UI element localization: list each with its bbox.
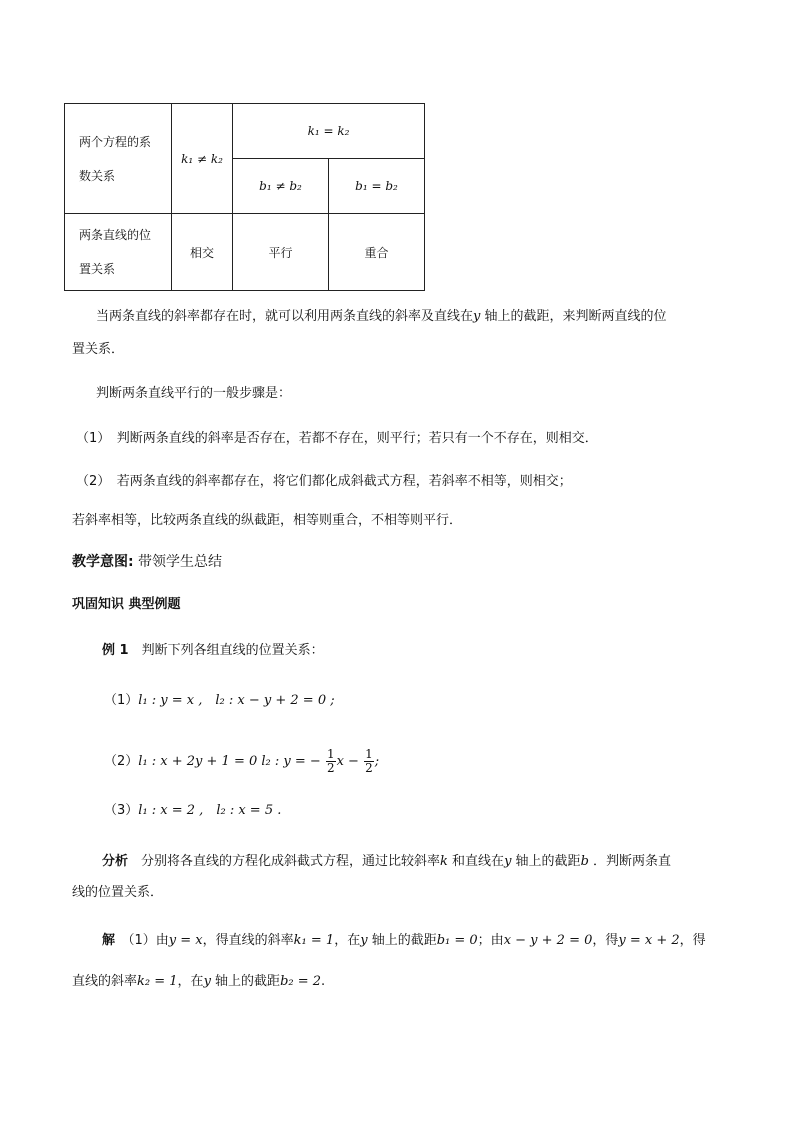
example-1-heading: 例 1 判断下列各组直线的位置关系： <box>102 643 324 658</box>
table-row2-label: 两条直线的位 置关系 <box>65 214 172 291</box>
fraction-1: $\frac{1}{2}$ <box>326 747 335 775</box>
paragraph-2: 判断两条直线平行的一般步骤是： <box>96 386 292 401</box>
b-not-equal-cell: b₁ ≠ b₂ <box>233 159 329 214</box>
intersect-cell: 相交 <box>172 214 233 291</box>
coincide-cell: 重合 <box>329 214 425 291</box>
relation-table <box>64 103 425 291</box>
example-item-1: （1）l₁ : y = x , l₂ : x − y + 2 = 0 ; <box>104 693 335 708</box>
teaching-intent: 教学意图: 带领学生总结 <box>72 554 223 570</box>
solution-line2: 直线的斜率k₂ = 1，在y 轴上的截距b₂ = 2. <box>72 974 326 989</box>
solution-line1: 解 （1）由y = x，得直线的斜率k₁ = 1，在y 轴上的截距b₁ = 0；由x − y + 2 = 0，得y = x + 2，得 <box>102 933 706 948</box>
step-2: （2） 若两条直线的斜率都存在，将它们都化成斜截式方程，若斜率不相等，则相交； <box>76 474 572 489</box>
k-not-equal-cell: k₁ ≠ k₂ <box>172 104 233 214</box>
paragraph-1-line1: 当两条直线的斜率都存在时，就可以利用两条直线的斜率及直线在y 轴上的截距，来判断两直线的位 <box>96 309 667 324</box>
section-title: 巩固知识 典型例题 <box>72 597 181 612</box>
table-row1-label: 两个方程的系 数关系 <box>65 104 172 214</box>
analysis-line2: 线的位置关系． <box>72 885 164 900</box>
b-equal-cell: b₁ = b₂ <box>329 159 425 214</box>
parallel-cell: 平行 <box>233 214 329 291</box>
k-equal-cell: k₁ = k₂ <box>233 104 425 159</box>
fraction-2: $\frac{1}{2}$ <box>365 747 373 775</box>
example-item-2: （2）l₁ : x + 2y + 1 = 0 l₂ : y = − $\frac{1}{2}$ x − $\frac{1}{2}$ ; <box>104 747 380 775</box>
example-item-3: （3）l₁ : x = 2 , l₂ : x = 5 . <box>104 803 282 818</box>
step-2-continued: 若斜率相等，比较两条直线的纵截距，相等则重合，不相等则平行． <box>72 513 463 528</box>
paragraph-1-line2: 置关系． <box>72 342 125 357</box>
step-1: （1） 判断两条直线的斜率是否存在，若都不存在，则平行；若只有一个不存在，则相交． <box>76 431 598 446</box>
analysis-line1: 分析 分别将各直线的方程化成斜截式方程，通过比较斜率k 和直线在y 轴上的截距b ．判断两条直 <box>102 854 672 869</box>
